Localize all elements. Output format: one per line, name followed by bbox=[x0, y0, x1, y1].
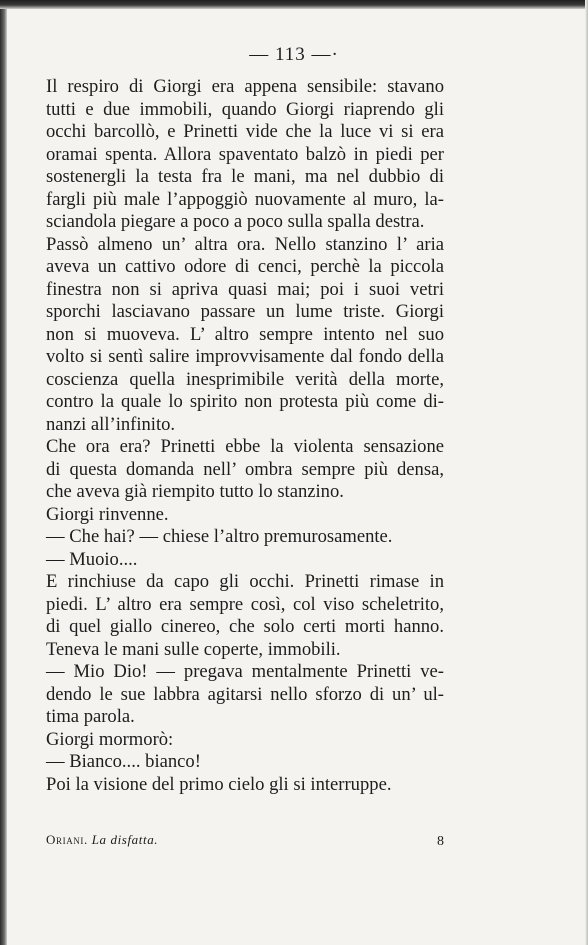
text-line: Poi la visione del primo cielo gli si interruppe. bbox=[46, 773, 392, 795]
text-line: non si muoveva. L’ altro sempre intento nel suo bbox=[46, 323, 444, 345]
paragraph bbox=[46, 234, 444, 437]
paragraph bbox=[46, 436, 444, 504]
paragraph bbox=[46, 661, 444, 729]
text-line: Teneva le mani sulle coperte, immobili. bbox=[46, 638, 341, 660]
paragraph bbox=[46, 751, 444, 774]
text-line: — Muoio.... bbox=[46, 548, 138, 570]
text-line: occhi barcollò, e Prinetti vide che la luce vi si era bbox=[46, 121, 444, 142]
text-line: Giorgi mormorò: bbox=[46, 728, 174, 750]
text-line: Il respiro di Giorgi era appena sensibile: stavano bbox=[46, 76, 444, 97]
footer-title: La disfatta. bbox=[91, 832, 159, 847]
page-number: — 113 —· bbox=[249, 44, 339, 65]
text-line: piedi. L’ altro era sempre così, col viso scheletrito, bbox=[46, 593, 444, 615]
text-line: sciandola piegare a poco a poco sulla spalla destra. bbox=[46, 211, 425, 232]
text-line: oramai spenta. Allora spaventato balzò in piedi per bbox=[46, 143, 444, 165]
text-line: di quel giallo cinereo, che solo certi morti hanno. bbox=[46, 616, 444, 637]
text-line: Giorgi rinvenne. bbox=[46, 503, 169, 525]
text-line: tutti e due immobili, quando Giorgi riaprendo gli bbox=[46, 98, 444, 120]
text-line: aveva un cattivo odore di cenci, perchè la piccola bbox=[46, 256, 444, 277]
text-line: — Che hai? — chiese l’altro premurosamente. bbox=[46, 526, 393, 547]
paragraph bbox=[46, 571, 444, 661]
text-line: fargli più male l’appoggiò nuovamente al muro, la- bbox=[46, 188, 444, 210]
text-line: dendo le sue labbra agitarsi nello sforzo di un’ ul- bbox=[46, 683, 444, 705]
text-line: coscienza quella inesprimibile verità della morte, bbox=[46, 368, 444, 390]
footer-author: Oriani. bbox=[46, 832, 88, 847]
text-line: sostenergli la testa fra le mani, ma nel dubbio di bbox=[46, 166, 444, 187]
paragraph bbox=[46, 549, 444, 572]
text-line: di questa domanda nell’ ombra sempre più densa, bbox=[46, 458, 444, 480]
text-line: finestra non si apriva quasi mai; poi i suoi vetri bbox=[46, 278, 444, 300]
paragraph bbox=[46, 504, 444, 527]
running-footer bbox=[46, 832, 158, 848]
text-line: contro la quale lo spirito non protesta più come di- bbox=[46, 391, 444, 412]
text-line: tima parola. bbox=[46, 706, 135, 727]
paragraph bbox=[46, 774, 444, 797]
text-line: Che ora era? Prinetti ebbe la violenta sensazione bbox=[46, 436, 444, 457]
text-line: che aveva già riempito tutto lo stanzino. bbox=[46, 481, 344, 502]
text-line: volto si sentì salire improvvisamente dal fondo della bbox=[46, 346, 444, 367]
paragraph bbox=[46, 526, 444, 549]
paragraph bbox=[46, 76, 444, 234]
text-line: sporchi lasciavano passare un lume triste. Giorgi bbox=[46, 301, 444, 322]
signature-mark: 8 bbox=[437, 834, 444, 849]
page-top-edge bbox=[0, 0, 588, 9]
page-footer bbox=[46, 832, 444, 850]
body-text bbox=[46, 76, 444, 796]
text-line: Passò almeno un’ altra ora. Nello stanzino l’ aria bbox=[46, 233, 444, 255]
text-line: E rinchiuse da capo gli occhi. Prinetti rimase in bbox=[46, 571, 444, 592]
page-spine-shadow bbox=[0, 0, 7, 945]
text-line: nanzi all’infinito. bbox=[46, 413, 176, 435]
text-line: — Mio Dio! — pregava mentalmente Prinetti ve- bbox=[46, 661, 444, 682]
text-line: — Bianco.... bianco! bbox=[46, 751, 201, 772]
paragraph bbox=[46, 729, 444, 752]
